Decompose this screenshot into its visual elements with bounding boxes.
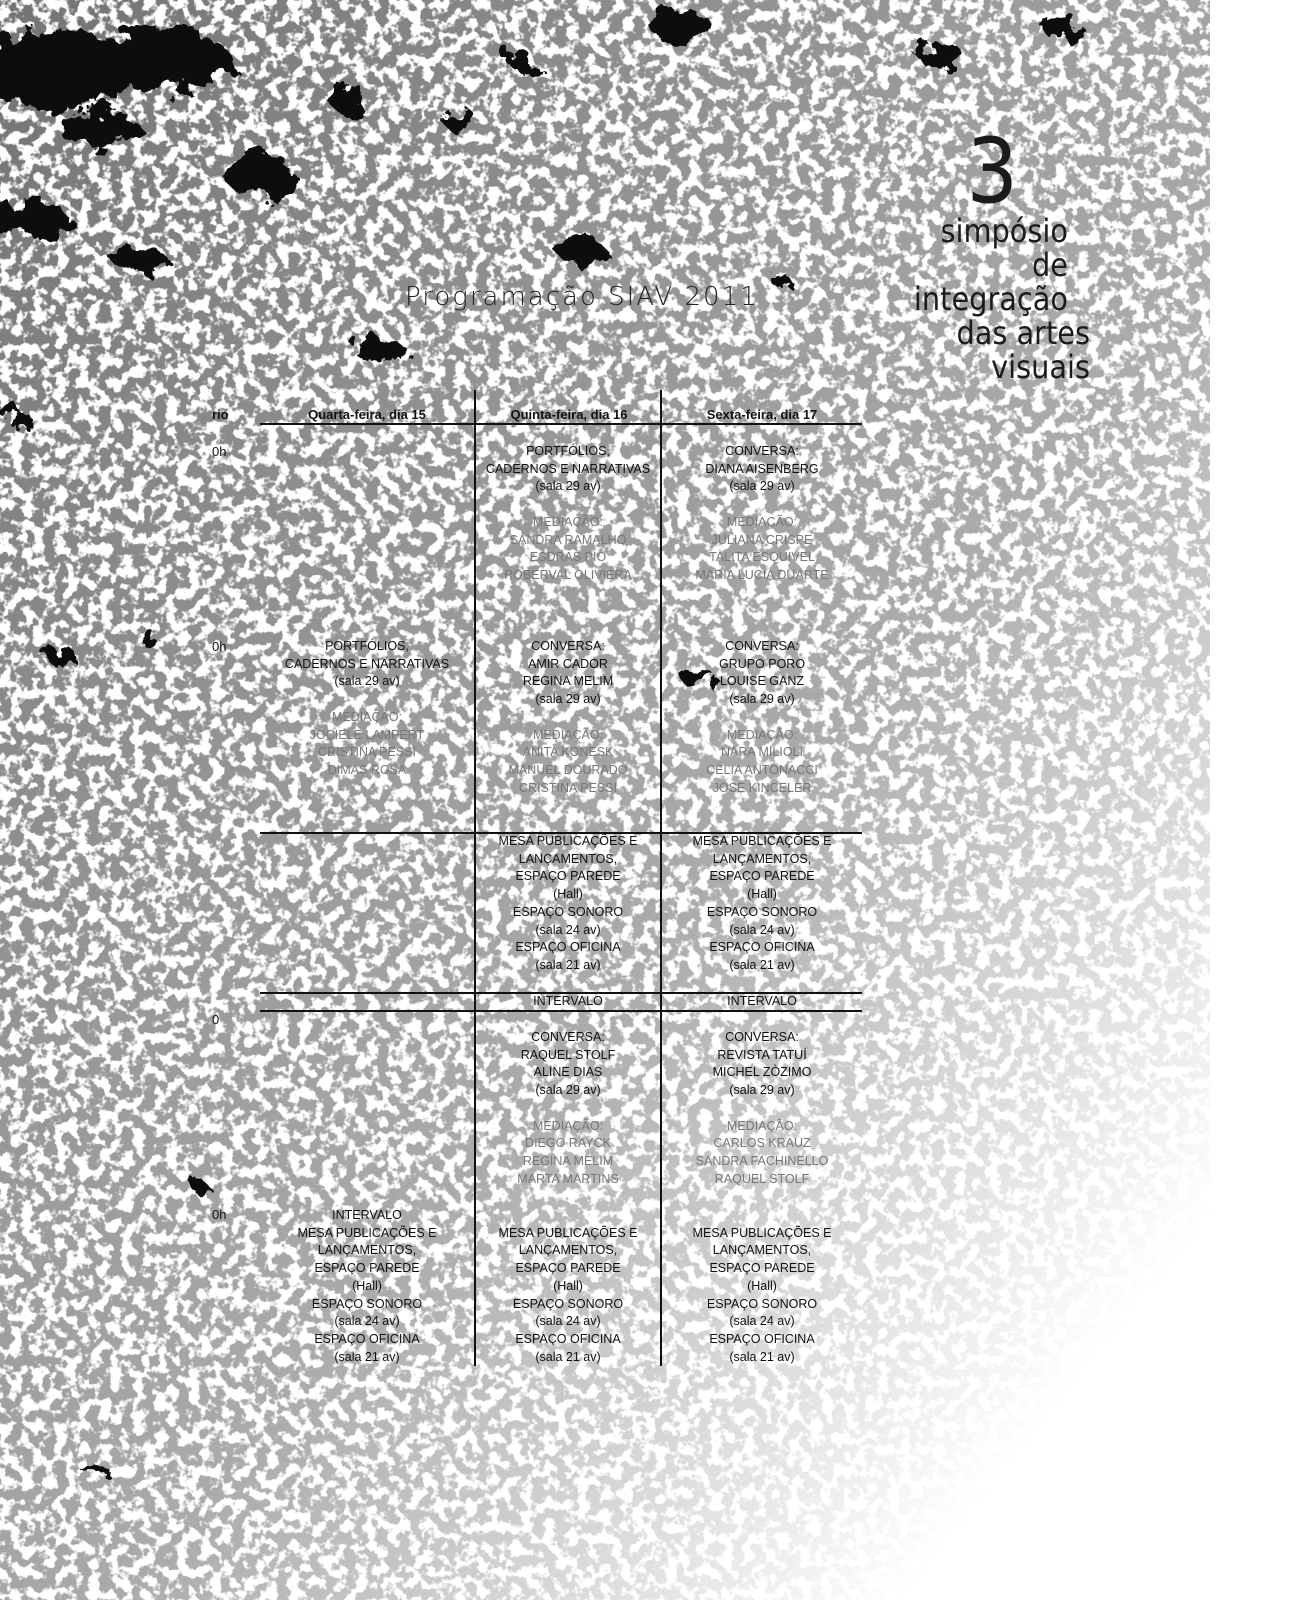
page-title: Programação SIAV 2011 [405, 282, 759, 312]
cell-line: INTERVALO [332, 1208, 402, 1222]
mediacao-line: REGINA MELIM [522, 1153, 614, 1168]
cell-line: ESPAÇO PAREDE [314, 1261, 420, 1276]
header-quarta: Quarta-feira, dia 15 [308, 407, 426, 422]
cell-line: (sala 29 av) [535, 692, 601, 707]
intervalo-sexta [662, 993, 862, 1011]
cell-line: ESPAÇO PAREDE [515, 869, 621, 884]
mediacao-line: MEDIAÇÃO: [726, 1118, 798, 1133]
mediacao-line: CARLOS KRAUZ [713, 1136, 811, 1151]
cell-line: ESPAÇO SONORO [512, 904, 624, 919]
mediacao-line: CÉLIA ANTONACCI [706, 762, 818, 777]
mediacao-line: ROBERVAL OLIVIERA [504, 567, 632, 582]
mediacao-line: MARIA LUCIA DUARTE [695, 567, 829, 582]
mediacao-line: MEDIAÇÃO: [726, 514, 798, 529]
cell-line: ESPAÇO SONORO [512, 1296, 624, 1311]
mediacao-line: JOSÉ KINCELER [712, 780, 812, 795]
cell-line: LANÇAMENTOS, [317, 1243, 417, 1258]
cell-line: ESPAÇO OFICINA [515, 1331, 621, 1346]
cell-line: (sala 24 av) [729, 922, 795, 937]
cell-line: (sala 21 av) [535, 957, 601, 972]
cell-line: GRUPO PORO [718, 656, 806, 671]
mediacao-line: DIEGO RAYCK [525, 1136, 611, 1151]
cell-line: PORTFÓLIOS, [526, 444, 610, 458]
cell-line: (sala 29 av) [535, 1083, 601, 1098]
cell-r2-quinta [468, 638, 668, 797]
mediacao-line: MEDIAÇÃO: [532, 727, 604, 742]
mediacao-line: ESDRAS PIO [529, 550, 607, 565]
cell-line: (Hall) [747, 1278, 777, 1293]
cell-line: CONVERSA: [725, 1030, 799, 1044]
header-quinta: Quinta-feira, dia 16 [510, 407, 628, 422]
mediacao-line: MANUEL DOURADO [508, 762, 628, 777]
cell-line: CADERNOS E NARRATIVAS [485, 461, 651, 476]
cell-line: CONVERSA: [725, 444, 799, 458]
cell-r1-sexta [662, 443, 862, 585]
cell-line: (sala 24 av) [535, 1314, 601, 1329]
cell-line: LOUISE GANZ [719, 674, 805, 689]
header-cut: rio [212, 407, 229, 422]
cell-line: ESPAÇO OFICINA [709, 1331, 815, 1346]
mediacao-line: JULIANA CRISPE [711, 532, 813, 547]
cell-line: (sala 21 av) [535, 1349, 601, 1364]
cell-line: (Hall) [352, 1278, 382, 1293]
cell-line: (sala 24 av) [334, 1314, 400, 1329]
cell-line: LANÇAMENTOS, [518, 851, 618, 866]
cell-line: (sala 21 av) [729, 957, 795, 972]
cell-line: INTERVALO [727, 994, 797, 1008]
time-label-4: 0h [212, 1207, 227, 1222]
cell-line: INTERVALO [533, 994, 603, 1008]
cell-line: CONVERSA: [725, 639, 799, 653]
mediacao-line: RAQUEL STOLF [714, 1171, 810, 1186]
cell-line: (Hall) [553, 887, 583, 902]
cell-line: CONVERSA: [531, 639, 605, 653]
cell-line: ESPAÇO OFICINA [314, 1331, 420, 1346]
cell-line: MICHEL ZÒZIMO [712, 1065, 812, 1080]
cell-r4-quinta [468, 1029, 668, 1188]
cell-line: ESPAÇO PAREDE [515, 1261, 621, 1276]
cell-r5-quinta [468, 1207, 668, 1366]
mediacao-line: JOCIELE LAMPERT [309, 727, 425, 742]
cell-line: (sala 29 av) [729, 692, 795, 707]
mediacao-line: MARTA MARTINS [517, 1171, 619, 1186]
cell-r1-quinta [468, 443, 668, 585]
cell-line: PORTFÓLIOS, [325, 639, 409, 653]
logo-number: 3 [966, 119, 1018, 224]
cell-line: (sala 24 av) [729, 1314, 795, 1329]
cell-line: (sala 21 av) [334, 1349, 400, 1364]
cell-line: ESPAÇO SONORO [706, 1296, 818, 1311]
cell-line: (sala 21 av) [729, 1349, 795, 1364]
time-label-3: 0 [212, 1012, 220, 1027]
cell-line: CADERNOS E NARRATIVAS [284, 656, 450, 671]
header-sexta: Sexta-feira, dia 17 [706, 407, 818, 422]
mediacao-line: TALITA ESQUIVEL [709, 550, 815, 565]
cell-r5-sexta [662, 1207, 862, 1366]
cell-line: ALINE DIAS [533, 1065, 603, 1080]
cell-line: MESA PUBLICAÇÕES E [692, 1225, 832, 1240]
cell-line: MESA PUBLICAÇÕES E [297, 1225, 437, 1240]
cell-line: REGINA MELIM [522, 674, 614, 689]
cell-line: CONVERSA: [531, 1030, 605, 1044]
cell-line: LANÇAMENTOS, [712, 851, 812, 866]
mediacao-line: SANDRA RAMALHO [509, 532, 627, 547]
mediacao-line: MEDIAÇÃO: [532, 514, 604, 529]
cell-r4-sexta [662, 1029, 862, 1188]
time-label-2: 0h [212, 639, 227, 654]
cell-r2-quarta [267, 638, 467, 780]
mediacao-line: ANITA KONESK [522, 745, 614, 760]
cell-line: LANÇAMENTOS, [712, 1243, 812, 1258]
cell-r5-quarta [267, 1207, 467, 1366]
cell-line: (Hall) [747, 887, 777, 902]
cell-r3-quinta [468, 833, 668, 975]
cell-line: (Hall) [553, 1278, 583, 1293]
mediacao-line: MEDIAÇÃO: [331, 709, 403, 724]
mediacao-line: CRISTINA PESSI [519, 780, 617, 795]
cell-line: (sala 29 av) [535, 479, 601, 494]
cell-line: MESA PUBLICAÇÕES E [692, 834, 832, 848]
cell-line: ESPAÇO OFICINA [709, 940, 815, 955]
mediacao-line: SANDRA FACHINELLO [695, 1153, 829, 1168]
cell-line: (sala 29 av) [334, 674, 400, 689]
cell-r3-sexta [662, 833, 862, 975]
cell-line: ESPAÇO PAREDE [709, 1261, 815, 1276]
siav-logo [888, 119, 1098, 386]
cell-line: MESA PUBLICAÇÕES E [498, 1225, 638, 1240]
logo-line-1: simpósio [940, 212, 1068, 250]
intervalo-quinta [468, 993, 668, 1011]
logo-line-2: de integração [913, 246, 1068, 318]
cell-line: LANÇAMENTOS, [518, 1243, 618, 1258]
cell-r2-sexta [662, 638, 862, 797]
cell-line: DIANA AISENBERG [705, 461, 819, 476]
cell-line: RAQUEL STOLF [520, 1047, 616, 1062]
logo-line-3: das artes visuais [956, 314, 1090, 386]
cell-line: ESPAÇO SONORO [311, 1296, 423, 1311]
cell-line: (sala 29 av) [729, 479, 795, 494]
cell-line: REVISTA TATUÍ [717, 1047, 807, 1062]
cell-line: ESPAÇO SONORO [706, 904, 818, 919]
cell-line: MESA PUBLICAÇÕES E [498, 834, 638, 848]
header-rule [260, 423, 862, 425]
cell-line: ESPAÇO PAREDE [709, 869, 815, 884]
cell-line: (sala 24 av) [535, 922, 601, 937]
mediacao-line: DIMAS ROSA [327, 762, 407, 777]
time-label-1: 0h [212, 444, 227, 459]
cell-line: AMIR CADOR [528, 656, 608, 671]
mediacao-line: MEDIAÇÃO: [532, 1118, 604, 1133]
mediacao-line: CRISTINA PESSI [318, 745, 416, 760]
mediacao-line: MEDIAÇÃO: [726, 727, 798, 742]
mediacao-line: NARA MILIOLI [721, 745, 803, 760]
cell-line: (sala 29 av) [729, 1083, 795, 1098]
cell-line: ESPAÇO OFICINA [515, 940, 621, 955]
